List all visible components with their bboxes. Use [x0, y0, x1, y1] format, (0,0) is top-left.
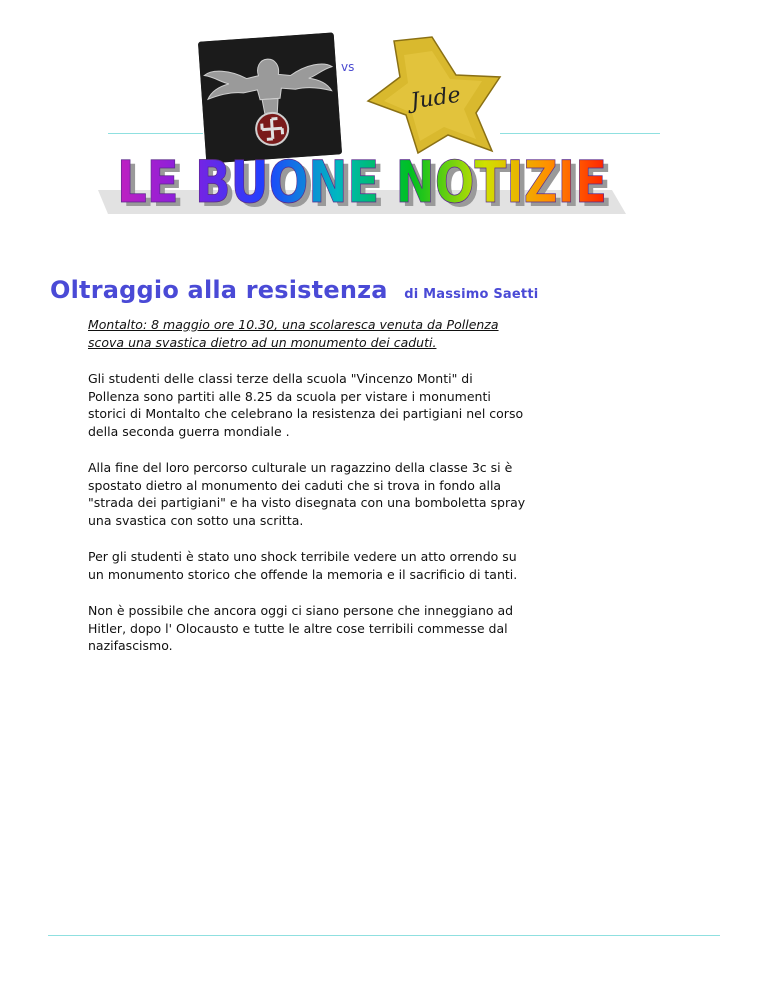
star-of-david-badge-image	[360, 35, 510, 155]
article-lede	[88, 316, 528, 351]
footer-rule	[48, 935, 720, 936]
article-title-text: Oltraggio alla resistenza	[50, 276, 388, 304]
article-lede-text: Montalto: 8 maggio ore 10.30, una scolaresca venuta da Pollenza scova una svastica dietro ad un monumento dei caduti	[88, 317, 499, 350]
article-lede-end: .	[432, 334, 437, 350]
masthead-logo	[92, 140, 632, 220]
article-title	[50, 276, 538, 304]
star-badge-text: Jude	[409, 82, 463, 115]
header-rule-right	[500, 133, 660, 134]
article-paragraph: Gli studenti delle classi terze della scuola "Vincenzo Monti" di Pollenza sono partiti alle 8.25 da scuola per vistare i monumenti storici di Montalto che celebrano la resistenza dei partigiani nel corso della seconda guerra mondiale .	[88, 371, 524, 439]
article-paragraph: Alla fine del loro percorso culturale un ragazzino della classe 3c si è spostato dietro al monumento dei caduti che si trova in fondo alla "strada dei partigiani" e ha visto disegnata con una bomboletta spray una svastica con sotto una scritta.	[88, 460, 526, 528]
masthead-shadow: LE BUONE NOTIZIE	[122, 152, 612, 220]
vs-label: vs	[341, 60, 355, 74]
masthead-title: LE BUONE NOTIZIE	[117, 148, 607, 216]
header-rule-left	[108, 133, 203, 134]
article-body	[88, 316, 528, 674]
article-paragraph: Per gli studenti è stato uno shock terribile vedere un atto orrendo su un monumento storico che offende la memoria e il sacrificio di tanti.	[88, 549, 518, 582]
article-byline: di Massimo Saetti	[404, 287, 539, 302]
article-paragraph: Non è possibile che ancora oggi ci siano persone che inneggiano ad Hitler, dopo l' Olocausto e tutte le altre cose terribili commesse dal nazifascismo.	[88, 603, 514, 653]
